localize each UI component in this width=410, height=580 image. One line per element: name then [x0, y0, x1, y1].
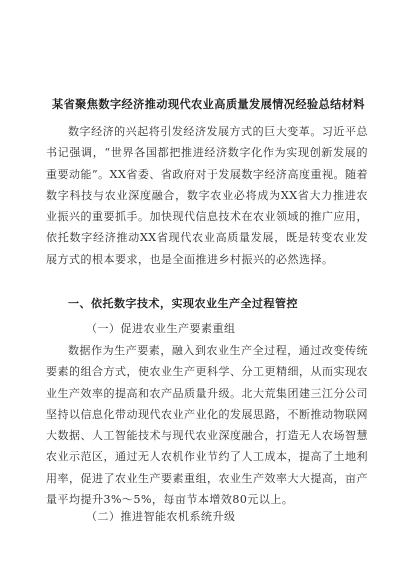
subsection-1-paragraph: 数据作为生产要素，融入到农业生产全过程，通过改变传统要素的组合方式，使农业生产更科学、分工更精细，从而实现农业生产效率的提高和农产品质量升级。北大荒集团建三江分公司坚持以信息化带动现代农业产业化的发展思路，不断推动物联网大数据、人工智能技术与现代农业深度融合，打造无人农场智慧农业示范区，通过无人农机作业节约了人工成本，提高了土地利用率，促进了农业生产要素重组，农业生产效率大大提高，亩产量平均提升3%～5%，每亩节本增效80元以上。 — [46, 344, 368, 507]
section-heading-1: 一、依托数字技术，实现农业生产全过程管控 — [68, 297, 298, 310]
document-title: 某省聚焦数字经济推动现代农业高质量发展情况经验总结材料 — [52, 98, 365, 111]
intro-paragraph: 数字经济的兴起将引发经济发展方式的巨大变革。习近平总书记强调，“世界各国都把推进经济数字化作为实现创新发展的重要动能”。XX省委、省政府对于发展数字经济高度重视。随着数字科技与农业深度融合，数字农业必将成为XX省大力推进农业振兴的重要抓手。加快现代信息技术在农业领域的推广应用，依托数字经济推动XX省现代农业高质量发展，既是转变农业发展方式的根本要求，也是全面推进乡村振兴的必然选择。 — [46, 125, 368, 266]
subsection-heading-1: （一）促进农业生产要素重组 — [86, 322, 236, 335]
subsection-heading-2: （二）推进智能农机系统升级 — [86, 510, 236, 523]
